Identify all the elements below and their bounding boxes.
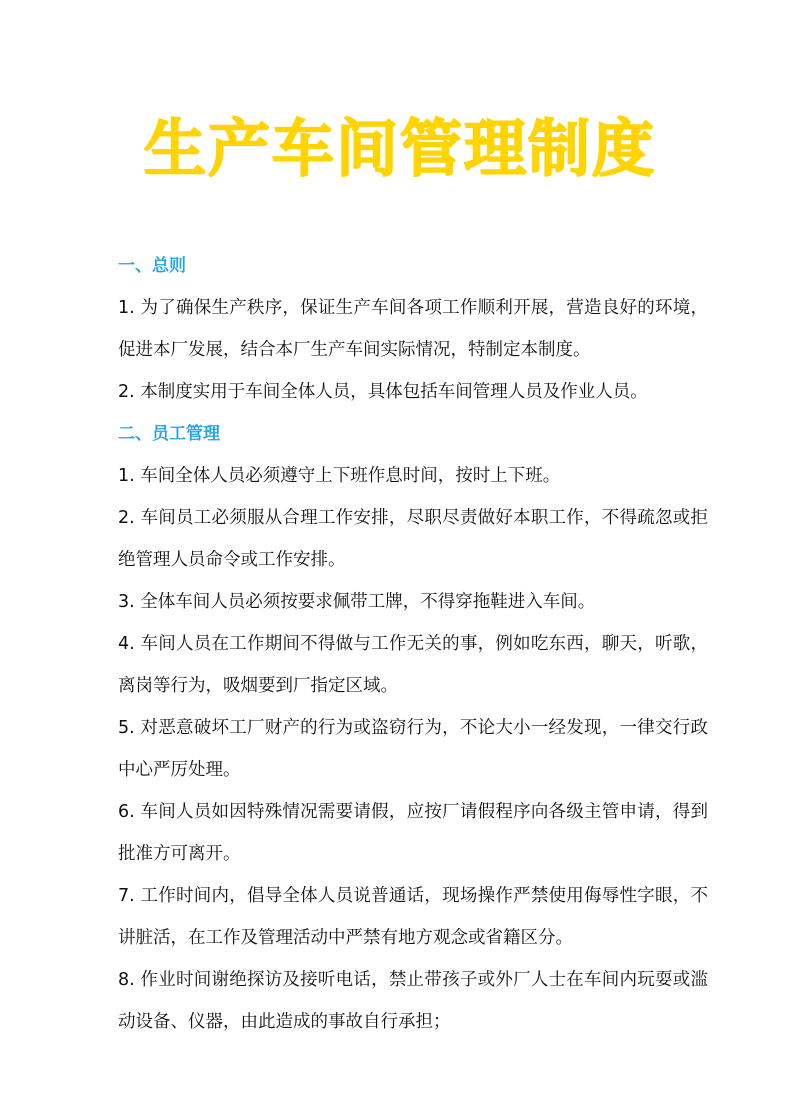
clause-item: 1. 为了确保生产秩序，保证生产车间各项工作顺利开展，营造良好的环境，促进本厂发展，结合本厂生产车间实际情况，特制定本制度。 bbox=[118, 298, 708, 360]
section-heading: 一、总则 bbox=[118, 256, 186, 276]
clause-item: 2. 本制度实用于车间全体人员，具体包括车间管理人员及作业人员。 bbox=[118, 382, 648, 402]
clause-item: 4. 车间人员在工作期间不得做与工作无关的事，例如吃东西，聊天，听歌，离岗等行为，吸烟要到厂指定区域。 bbox=[118, 634, 708, 696]
clause-item: 2. 车间员工必须服从合理工作安排，尽职尽责做好本职工作，不得疏忽或拒绝管理人员命令或工作安排。 bbox=[118, 508, 708, 570]
clause-item: 3. 全体车间人员必须按要求佩带工牌，不得穿拖鞋进入车间。 bbox=[118, 592, 596, 612]
section-general bbox=[118, 245, 708, 413]
clause-item: 6. 车间人员如因特殊情况需要请假，应按厂请假程序向各级主管申请，得到批准方可离开。 bbox=[118, 802, 708, 864]
clause-item: 5. 对恶意破坏工厂财产的行为或盗窃行为，不论大小一经发现，一律交行政中心严厉处理。 bbox=[118, 718, 708, 780]
section-staff-management bbox=[118, 413, 708, 1043]
clause-item: 8. 作业时间谢绝探访及接听电话，禁止带孩子或外厂人士在车间内玩耍或滥动设备、仪器，由此造成的事故自行承担； bbox=[118, 970, 708, 1032]
document-title: 生产车间管理制度 bbox=[143, 112, 656, 185]
clause-item: 1. 车间全体人员必须遵守上下班作息时间，按时上下班。 bbox=[118, 466, 561, 486]
clause-item: 7. 工作时间内，倡导全体人员说普通话，现场操作严禁使用侮辱性字眼，不讲脏活，在工作及管理活动中严禁有地方观念或省籍区分。 bbox=[118, 886, 708, 948]
section-heading: 二、员工管理 bbox=[118, 424, 220, 444]
document-body bbox=[118, 245, 708, 1043]
